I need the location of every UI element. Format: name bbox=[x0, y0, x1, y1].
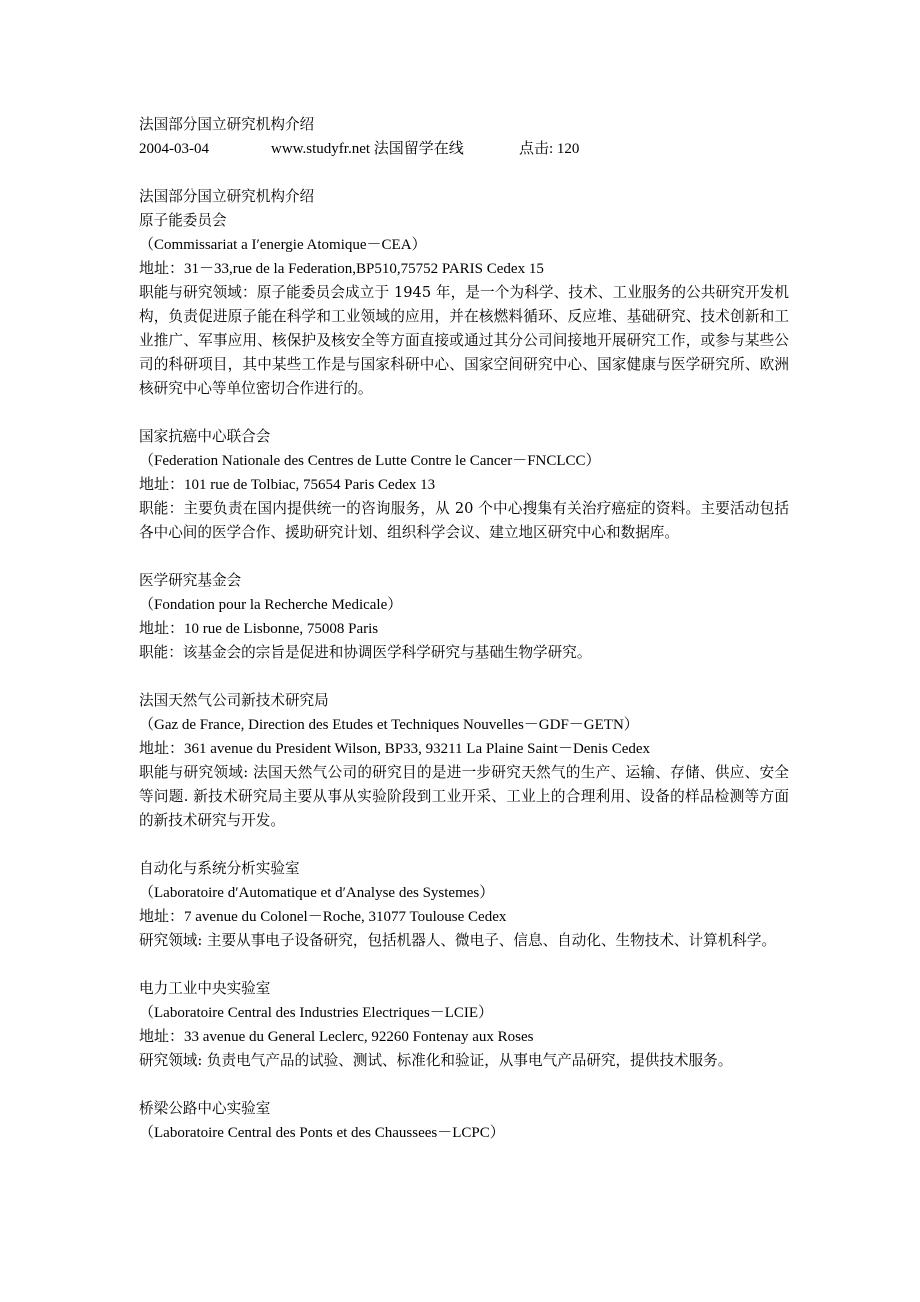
institution-description: 研究领域: 主要从事电子设备研究，包括机器人、微电子、信息、自动化、生物技术、计算机科学。 bbox=[139, 932, 777, 949]
institution-french-name: （Commissariat a I′energie Atomique－CEA） bbox=[139, 237, 427, 253]
institution-section bbox=[139, 689, 789, 833]
institution-section bbox=[139, 977, 789, 1073]
spacer bbox=[139, 545, 789, 569]
institution-name: 法国天然气公司新技术研究局 bbox=[139, 692, 329, 709]
spacer bbox=[139, 401, 789, 425]
institution-address: 地址：361 avenue du President Wilson, BP33, 93211 La Plaine Saint－Denis Cedex bbox=[139, 741, 651, 757]
institution-french-name: （Laboratoire d′Automatique et d′Analyse des Systemes） bbox=[139, 885, 495, 901]
publish-date: 2004-03-04 bbox=[139, 141, 209, 157]
institution-french-name: （Federation Nationale des Centres de Lutte Contre le Cancer－FNCLCC） bbox=[139, 453, 601, 469]
institution-french-name: （Gaz de France, Direction des Etudes et Techniques Nouvelles－GDF－GETN） bbox=[139, 717, 639, 733]
article-title: 法国部分国立研究机构介绍 bbox=[139, 188, 315, 205]
institution-description: 职能：主要负责在国内提供统一的咨询服务，从 20 个中心搜集有关治疗癌症的资料。主要活动包括各中心间的医学合作、援助研究计划、组织科学会议、建立地区研究中心和数据库。 bbox=[139, 500, 789, 541]
institution-section bbox=[139, 209, 789, 401]
institution-name: 国家抗癌中心联合会 bbox=[139, 428, 271, 445]
institution-address: 地址：31－33,rue de la Federation,BP510,75752 PARIS Cedex 15 bbox=[139, 261, 544, 277]
institution-name: 原子能委员会 bbox=[139, 212, 227, 229]
institution-description: 职能与研究领域: 法国天然气公司的研究目的是进一步研究天然气的生产、运输、存储、供应、安全等问题. 新技术研究局主要从事从实验阶段到工业开采、工业上的合理利用、设备的样品检测等方面的新技术研究与开发。 bbox=[139, 764, 789, 829]
institution-address: 地址：7 avenue du Colonel－Roche, 31077 Toulouse Cedex bbox=[139, 909, 507, 925]
institution-address: 地址：33 avenue du General Leclerc, 92260 Fontenay aux Roses bbox=[139, 1029, 534, 1045]
institution-description: 职能与研究领域：原子能委员会成立于 1945 年，是一个为科学、技术、工业服务的公共研究开发机构，负责促进原子能在科学和工业领域的应用，并在核燃料循环、反应堆、基础研究、技术创新和工业推广、军事应用、核保护及核安全等方面直接或通过其分公司间接地开展研究工作，或参与某些公司的科研项目，其中某些工作是与国家科研中心、国家空间研究中心、国家健康与医学研究所、欧洲核研究中心等单位密切合作进行的。 bbox=[139, 284, 789, 397]
institution-name: 电力工业中央实验室 bbox=[139, 980, 271, 997]
source-site[interactable]: www.studyfr.net 法国留学在线 bbox=[271, 141, 464, 157]
institution-section bbox=[139, 425, 789, 545]
spacer bbox=[139, 953, 789, 977]
header-title: 法国部分国立研究机构介绍 bbox=[139, 116, 315, 133]
header-meta bbox=[139, 137, 789, 161]
click-count: 点击: 120 bbox=[519, 141, 580, 157]
institution-name: 自动化与系统分析实验室 bbox=[139, 860, 300, 877]
spacer bbox=[139, 833, 789, 857]
institution-description: 职能：该基金会的宗旨是促进和协调医学科学研究与基础生物学研究。 bbox=[139, 644, 592, 661]
document-body bbox=[139, 113, 789, 1145]
spacer bbox=[139, 161, 789, 185]
institution-description: 研究领域: 负责电气产品的试验、测试、标准化和验证，从事电气产品研究，提供技术服务。 bbox=[139, 1052, 733, 1069]
institution-french-name: （Fondation pour la Recherche Medicale） bbox=[139, 597, 403, 613]
institution-name: 医学研究基金会 bbox=[139, 572, 242, 589]
spacer bbox=[139, 1073, 789, 1097]
institution-name: 桥梁公路中心实验室 bbox=[139, 1100, 271, 1117]
spacer bbox=[139, 665, 789, 689]
institution-section bbox=[139, 857, 789, 953]
institution-address: 地址：10 rue de Lisbonne, 75008 Paris bbox=[139, 621, 379, 637]
institution-section bbox=[139, 569, 789, 665]
institution-french-name: （Laboratoire Central des Industries Electriques－LCIE） bbox=[139, 1005, 494, 1021]
institution-french-name: （Laboratoire Central des Ponts et des Chaussees－LCPC） bbox=[139, 1125, 505, 1141]
institution-address: 地址：101 rue de Tolbiac, 75654 Paris Cedex 13 bbox=[139, 477, 436, 493]
institution-section bbox=[139, 1097, 789, 1145]
